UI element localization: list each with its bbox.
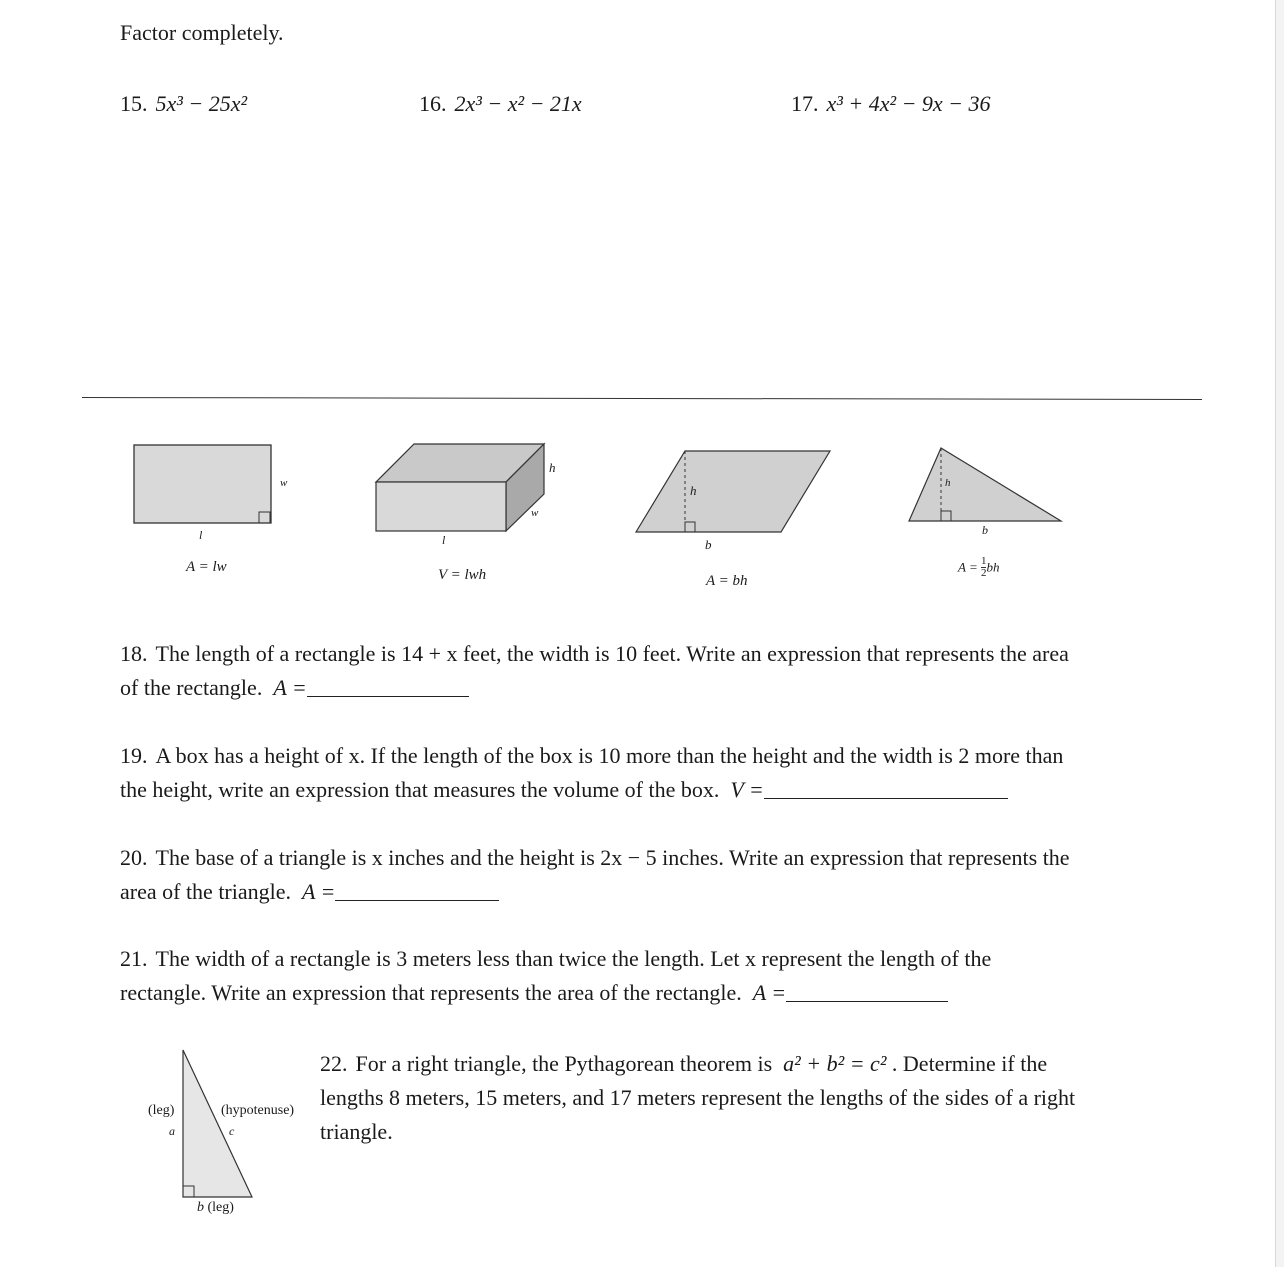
fraction-numerator: 1 [980,555,987,567]
pythagorean-equation: a² + b² = c² [783,1051,887,1076]
rectangle-width-label: w [280,477,288,489]
box-height-label: h [549,460,556,475]
right-triangle-shape [183,1050,252,1197]
leg-a-label: (leg) [148,1103,175,1118]
rectangle-diagram [132,443,282,533]
answer-prefix: V = [730,777,764,802]
answer-blank[interactable] [307,676,469,697]
factor-expression: x³ + 4x² − 9x − 36 [826,91,991,116]
parallelogram-formula: A = bh [706,573,748,589]
problem-text: rectangle. Write an expression that represents the area of the rectangle. [120,980,742,1005]
leg-b-text: (leg) [207,1200,234,1215]
problem-number: 16. [419,91,447,116]
problem-number: 15. [120,91,148,116]
problem-19 [120,739,1220,807]
answer-blank[interactable] [335,880,499,901]
problem-text: the height, write an expression that measures the volume of the box. [120,777,720,802]
box-figure [374,442,549,534]
problem-text: area of the triangle. [120,879,292,904]
instruction-heading: Factor completely. [120,20,284,45]
leg-b-label [197,1200,234,1216]
triangle-base-label: b [982,523,988,537]
problem-22-line3: triangle. [320,1119,393,1144]
problem-20-line2 [120,875,1220,909]
answer-blank[interactable] [764,778,1008,799]
triangle-formula [958,556,999,579]
problem-text: The base of a triangle is x inches and the height is 2x − 5 inches. Write an expression that represents the [155,845,1070,870]
parallelogram-figure [634,449,834,535]
answer-prefix: A = [752,980,787,1005]
factor-expression: 2x³ − x² − 21x [454,91,582,116]
problem-19-line2 [120,773,1220,807]
problem-18-line1 [120,637,1220,671]
box-width-label: w [531,507,539,519]
problem-18 [120,637,1220,705]
answer-prefix: A = [302,879,336,904]
rectangle-figure [132,443,282,533]
factor-expression: 5x³ − 25x² [155,91,248,116]
problem-text: of the rectangle. [120,675,263,700]
triangle-height-label: h [945,477,951,489]
rectangle-formula: A = lw [186,559,227,575]
parallelogram-base-label: b [705,537,712,552]
hypotenuse-variable: c [229,1124,235,1138]
problem-20-line1 [120,841,1220,875]
formula-suffix: bh [986,559,1000,575]
problem-20 [120,841,1220,909]
leg-a-variable: a [169,1124,175,1138]
problem-19-line1 [120,739,1220,773]
box-diagram [374,442,549,534]
problem-text: The width of a rectangle is 3 meters less than twice the length. Let x represent the length of the [155,946,992,971]
box-front-face [376,482,506,531]
right-triangle-diagram [180,1047,256,1201]
box-formula: V = lwh [438,567,487,583]
problem-text: . Determine if the [891,1051,1048,1076]
problem-text: For a right triangle, the Pythagorean theorem is [355,1051,773,1076]
problem-number: 17. [791,91,819,116]
answer-prefix: A = [273,675,307,700]
right-triangle-figure [180,1047,256,1201]
section-divider [82,397,1202,400]
fraction-denominator: 2 [980,567,987,579]
rectangle-length-label: l [199,528,203,542]
problem-text: The length of a rectangle is 14 + x feet, the width is 10 feet. Write an expression that represents the area [155,641,1069,666]
rectangle-shape [134,445,271,523]
problem-number: 19. [120,743,148,768]
triangle-diagram [907,446,1065,524]
box-length-label: l [442,533,446,547]
problem-text: A box has a height of x. If the length of the box is 10 more than the height and the width is 2 more than [155,743,1064,768]
parallelogram-diagram [634,449,834,535]
parallelogram-shape [636,451,830,532]
triangle-shape [909,448,1061,521]
problem-21 [120,942,1220,1010]
hypotenuse-label: (hypotenuse) [221,1103,295,1118]
problem-number: 18. [120,641,148,666]
problem-number: 21. [120,946,148,971]
triangle-figure [907,446,1065,524]
page-edge [1275,0,1284,1267]
leg-b-variable: b [197,1200,204,1215]
problem-number: 22. [320,1051,348,1076]
problem-number: 20. [120,845,148,870]
formula-prefix: A = [958,559,978,575]
problem-22 [320,1047,1220,1149]
problem-21-line2 [120,976,1220,1010]
answer-blank[interactable] [786,981,948,1002]
problem-18-line2 [120,671,1220,705]
problem-21-line1 [120,942,1220,976]
problem-15 [120,91,247,117]
problem-16 [419,91,582,117]
problem-22-line2: lengths 8 meters, 15 meters, and 17 meters represent the lengths of the sides of a right [320,1085,1076,1110]
problem-17 [791,91,991,117]
parallelogram-height-label: h [690,483,697,498]
problem-22-line1 [320,1047,1220,1081]
